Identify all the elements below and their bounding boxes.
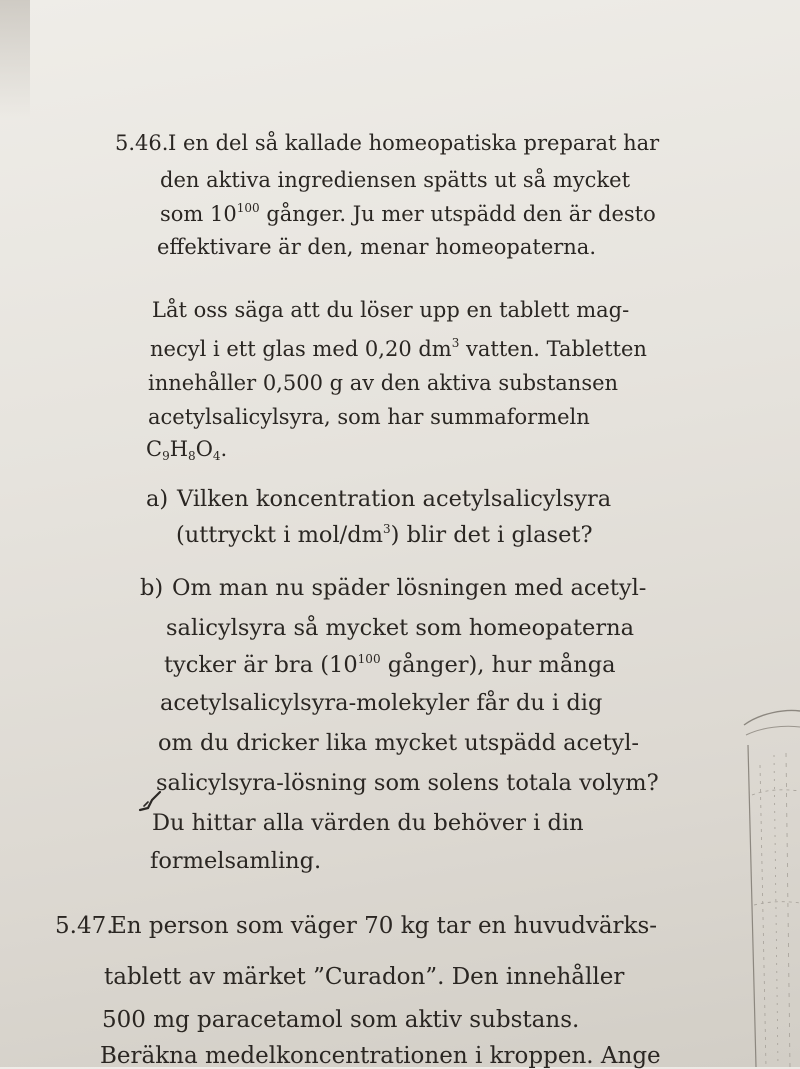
intro-line-2: den aktiva ingrediensen spätts ut så mycket	[160, 168, 631, 192]
p547-line-1: En person som väger 70 kg tar en huvudvärks-	[110, 913, 658, 939]
part-b-label: b)	[140, 575, 164, 601]
p547-line-4: Beräkna medelkoncentrationen i kroppen. Ange	[100, 1043, 661, 1069]
pencil-checkmark-icon	[138, 788, 166, 816]
part-a-line-1: Vilken koncentration acetylsalicylsyra	[177, 486, 612, 512]
part-b-line-8: formelsamling.	[150, 848, 322, 874]
body-line-4: acetylsalicylsyra, som har summaformeln	[148, 405, 590, 429]
glass-sketch-illustration	[740, 705, 800, 1067]
molecular-formula: $C_9H_8O_4$.	[146, 437, 228, 463]
part-b-line-1: Om man nu späder lösningen med acetyl-	[172, 575, 647, 601]
intro-line-1: I en del så kallade homeopatiska preparat har	[168, 131, 660, 155]
part-b-line-2: salicylsyra så mycket som homeopaterna	[166, 615, 634, 641]
p547-line-2: tablett av märket ”Curadon”. Den innehåller	[104, 964, 625, 990]
intro-line-4: effektivare är den, menar homeopaterna.	[157, 235, 597, 259]
part-b-line-3: tycker är bra ($10^{100}$ gånger), hur många	[164, 652, 616, 678]
part-b-line-5: om du dricker lika mycket utspädd acetyl-	[158, 730, 640, 756]
part-a-label: a)	[146, 486, 169, 512]
part-b-line-4: acetylsalicylsyra-molekyler får du i dig	[160, 690, 603, 716]
part-b-line-7: Du hittar alla värden du behöver i din	[152, 810, 584, 836]
p547-line-3: 500 mg paracetamol som aktiv substans.	[102, 1007, 580, 1033]
problem-number: 5.46.	[115, 131, 169, 155]
body-line-1: Låt oss säga att du löser upp en tablett mag-	[152, 298, 630, 322]
body-line-3: innehåller 0,500 g av den aktiva substansen	[148, 371, 619, 395]
intro-line-3: som $10^{100}$ gånger. Ju mer utspädd den är desto	[160, 201, 656, 226]
part-b-line-6: salicylsyra-lösning som solens totala volym?	[156, 770, 659, 796]
body-line-2: necyl i ett glas med 0,20 $dm^3$ vatten. Tabletten	[150, 336, 647, 361]
problem-number-5-47: 5.47.	[55, 913, 114, 939]
part-a-line-2: (uttryckt i mol/$dm^3$) blir det i glaset?	[176, 522, 593, 548]
page-edge-shadow	[0, 0, 30, 120]
